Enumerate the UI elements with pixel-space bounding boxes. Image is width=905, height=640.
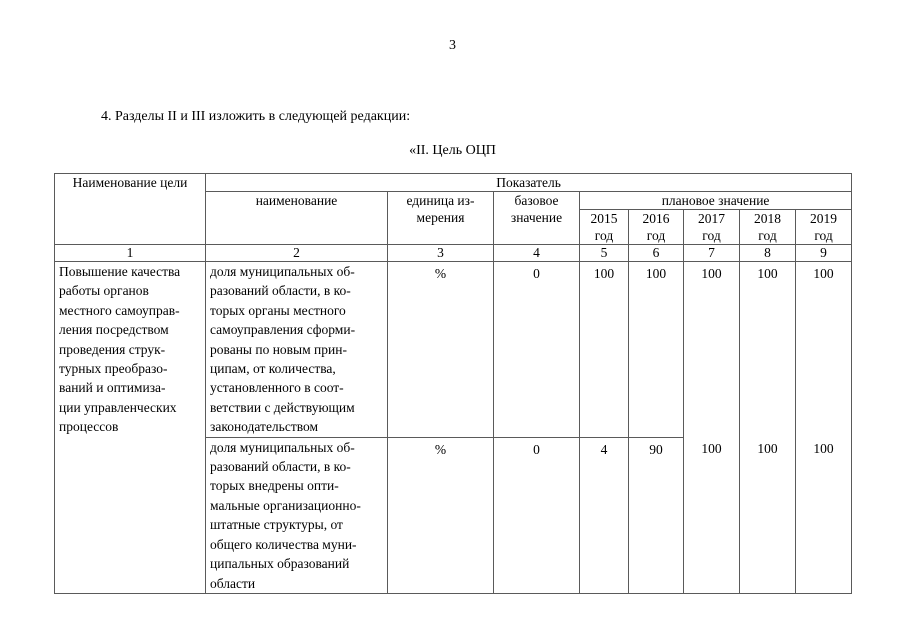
table-row [55, 262, 852, 438]
header-name: наименование [206, 192, 388, 245]
column-number: 2 [206, 245, 388, 262]
header-year: 2019 год [796, 210, 852, 245]
indicator-base: 0 [494, 262, 580, 438]
column-number: 5 [580, 245, 629, 262]
indicator-value: 100 [580, 262, 629, 438]
instruction-text: 4. Разделы II и III изложить в следующей редакции: [101, 109, 411, 124]
header-goal-name: Наименование цели [55, 174, 206, 245]
indicator-unit: % [388, 437, 494, 593]
indicator-base: 0 [494, 437, 580, 593]
indicator-name: доля муниципальных об- разований области, в ко- торых органы местного самоуправления сформи- рованы по новым прин- ципам, от количества, установленного в соот- ветствии с действующим законодательством [206, 262, 388, 438]
indicator-value: 100 [684, 437, 740, 593]
indicator-value: 100 [740, 262, 796, 438]
indicator-unit: % [388, 262, 494, 438]
header-planned-value: плановое значение [580, 192, 852, 210]
header-indicator: Показатель [206, 174, 852, 192]
indicator-value: 4 [580, 437, 629, 593]
column-number: 1 [55, 245, 206, 262]
goal-cell: Повышение качества работы органов местного самоуправ- ления посредством проведения струк- турных преобразо- ваний и оптимиза- ции управленческих процессов [55, 262, 206, 594]
indicator-value: 90 [629, 437, 684, 593]
goal-table [54, 173, 852, 594]
page-number: 3 [449, 38, 456, 53]
column-number: 6 [629, 245, 684, 262]
indicator-name: доля муниципальных об- разований области, в ко- торых внедрены опти- мальные организационно- штатные структуры, от общего количества муни- ципальных образований области [206, 437, 388, 593]
column-number: 9 [796, 245, 852, 262]
indicator-value: 100 [796, 262, 852, 438]
header-unit: единица из- мерения [388, 192, 494, 245]
indicator-value: 100 [796, 437, 852, 593]
section-title: «II. Цель ОЦП [409, 143, 496, 158]
column-number: 8 [740, 245, 796, 262]
header-year: 2018 год [740, 210, 796, 245]
header-year: 2017 год [684, 210, 740, 245]
header-year: 2016 год [629, 210, 684, 245]
column-numbers-row [55, 245, 852, 262]
indicator-value: 100 [684, 262, 740, 438]
column-number: 4 [494, 245, 580, 262]
column-number: 3 [388, 245, 494, 262]
indicator-value: 100 [629, 262, 684, 438]
column-number: 7 [684, 245, 740, 262]
header-year: 2015 год [580, 210, 629, 245]
indicator-value: 100 [740, 437, 796, 593]
header-base-value: базовое значение [494, 192, 580, 245]
